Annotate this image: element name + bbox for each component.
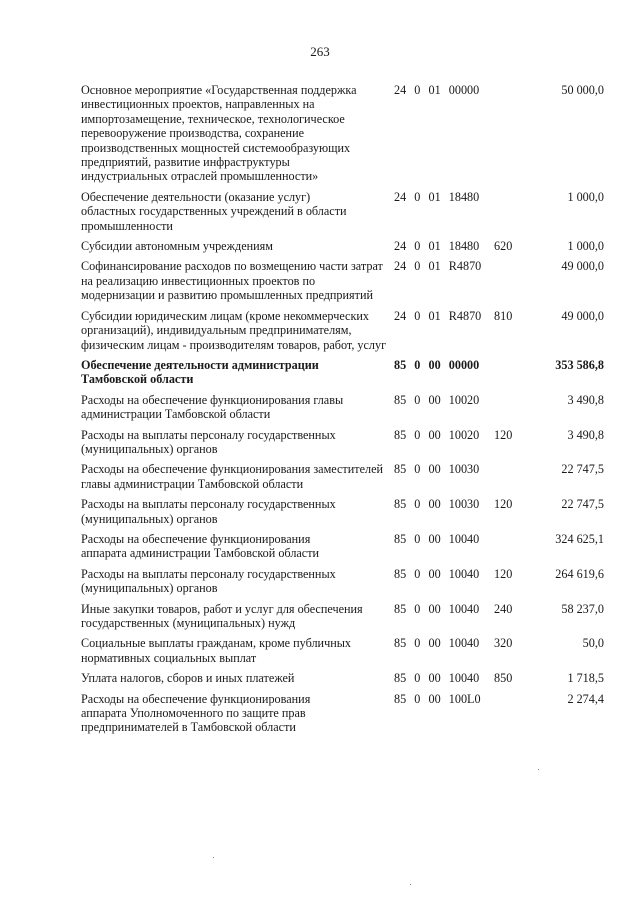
table-row-section xyxy=(81,357,604,387)
row-amount: 58 237,0 xyxy=(561,601,604,616)
row-code: 85 0 00 100L0 xyxy=(394,691,481,706)
row-name: Основное мероприятие «Государственная поддержка инвестиционных проектов, направленных на импортозамещение, техническое, технологическое перевооружение производства, сохранение производственных мощностей системообразующих предприятий, развитие инфраструктуры индустриальных отраслей промышленности» xyxy=(81,83,357,184)
row-amount: 50 000,0 xyxy=(561,83,604,97)
row-name: Софинансирование расходов по возмещению части затрат на реализацию инвестиционных проектов по модернизации и развитию промышленных предприятий xyxy=(81,259,383,303)
table-row xyxy=(81,83,604,184)
row-type: 850 xyxy=(494,671,513,686)
row-amount: 50,0 xyxy=(582,636,604,651)
row-name: Субсидии автономным учреждениям xyxy=(81,239,273,254)
row-code: 85 0 00 00000 xyxy=(394,357,480,372)
row-name: Расходы на обеспечение функционирования главы администрации Тамбовской области xyxy=(81,392,344,422)
row-code: 85 0 00 10020 xyxy=(394,392,480,407)
page-number: 263 xyxy=(310,44,330,59)
table-row xyxy=(81,566,604,596)
row-amount: 2 274,4 xyxy=(567,691,604,706)
budget-table xyxy=(81,83,604,741)
row-amount: 22 747,5 xyxy=(561,497,604,512)
scan-speck xyxy=(410,884,411,885)
row-name: Социальные выплаты гражданам, кроме публичных нормативных социальных выплат xyxy=(81,636,351,665)
row-amount: 353 586,8 xyxy=(555,357,604,372)
row-name: Расходы на обеспечение функционирования заместителей главы администрации Тамбовской области xyxy=(81,462,384,491)
row-amount: 3 490,8 xyxy=(567,427,604,442)
row-name: Обеспечение деятельности (оказание услуг) областных государственных учреждений в области промышленности xyxy=(81,189,347,233)
row-amount: 264 619,6 xyxy=(555,566,604,581)
row-amount: 22 747,5 xyxy=(561,462,604,477)
row-type: 810 xyxy=(494,308,513,323)
row-code: 24 0 01 18480 xyxy=(394,189,480,204)
row-name: Расходы на выплаты персоналу государственных (муниципальных) органов xyxy=(81,497,336,526)
table-row xyxy=(81,239,604,254)
row-amount: 1 000,0 xyxy=(567,239,604,254)
row-code: 24 0 01 18480 xyxy=(394,239,480,254)
row-code: 85 0 00 10030 xyxy=(394,497,480,512)
row-code: 85 0 00 10040 xyxy=(394,531,480,546)
row-code: 85 0 00 10040 xyxy=(394,566,480,581)
row-amount: 1 000,0 xyxy=(567,189,604,204)
row-amount: 49 000,0 xyxy=(561,308,604,323)
table-row xyxy=(81,308,604,352)
row-name: Обеспечение деятельности администрации Тамбовской области xyxy=(81,357,319,387)
table-row xyxy=(81,427,604,457)
table-row xyxy=(81,189,604,233)
table-row xyxy=(81,601,604,631)
row-type: 120 xyxy=(494,427,513,442)
row-name: Расходы на обеспечение функционирования аппарата Уполномоченного по защите прав предпринимателей в Тамбовской области xyxy=(81,691,311,735)
table-row xyxy=(81,636,604,665)
row-name: Уплата налогов, сборов и иных платежей xyxy=(81,671,295,686)
scan-speck xyxy=(213,857,214,858)
row-code: 85 0 00 10040 xyxy=(394,601,480,616)
row-code: 85 0 00 10040 xyxy=(394,671,480,686)
row-code: 24 0 01 R4870 xyxy=(394,259,482,274)
row-type: 120 xyxy=(494,566,513,581)
row-name: Расходы на обеспечение функционирования аппарата администрации Тамбовской области xyxy=(81,531,320,561)
table-row xyxy=(81,531,604,561)
row-code: 85 0 00 10040 xyxy=(394,636,480,651)
row-amount: 49 000,0 xyxy=(561,259,604,274)
row-code: 24 0 01 00000 xyxy=(394,83,480,97)
row-code: 85 0 00 10030 xyxy=(394,462,480,477)
table-row xyxy=(81,691,604,735)
row-code: 24 0 01 R4870 xyxy=(394,308,482,323)
row-name: Расходы на выплаты персоналу государственных (муниципальных) органов xyxy=(81,566,336,596)
table-row xyxy=(81,497,604,526)
table-row xyxy=(81,671,604,686)
row-amount: 324 625,1 xyxy=(555,531,604,546)
table-row xyxy=(81,392,604,422)
row-type: 620 xyxy=(494,239,513,254)
table-row xyxy=(81,462,604,491)
row-amount: 3 490,8 xyxy=(567,392,604,407)
row-code: 85 0 00 10020 xyxy=(394,427,480,442)
row-name: Расходы на выплаты персоналу государственных (муниципальных) органов xyxy=(81,427,336,456)
row-type: 240 xyxy=(494,601,513,616)
scan-speck xyxy=(538,769,539,770)
row-type: 120 xyxy=(494,497,513,512)
row-name: Субсидии юридическим лицам (кроме некоммерческих организаций), индивидуальным предпринимателям, физическим лицам - производителям товаров, работ, услуг xyxy=(81,308,387,352)
row-amount: 1 718,5 xyxy=(567,671,604,686)
table-row xyxy=(81,259,604,303)
row-type: 320 xyxy=(494,636,513,651)
row-name: Иные закупки товаров, работ и услуг для обеспечения государственных (муниципальных) нужд xyxy=(81,601,363,630)
